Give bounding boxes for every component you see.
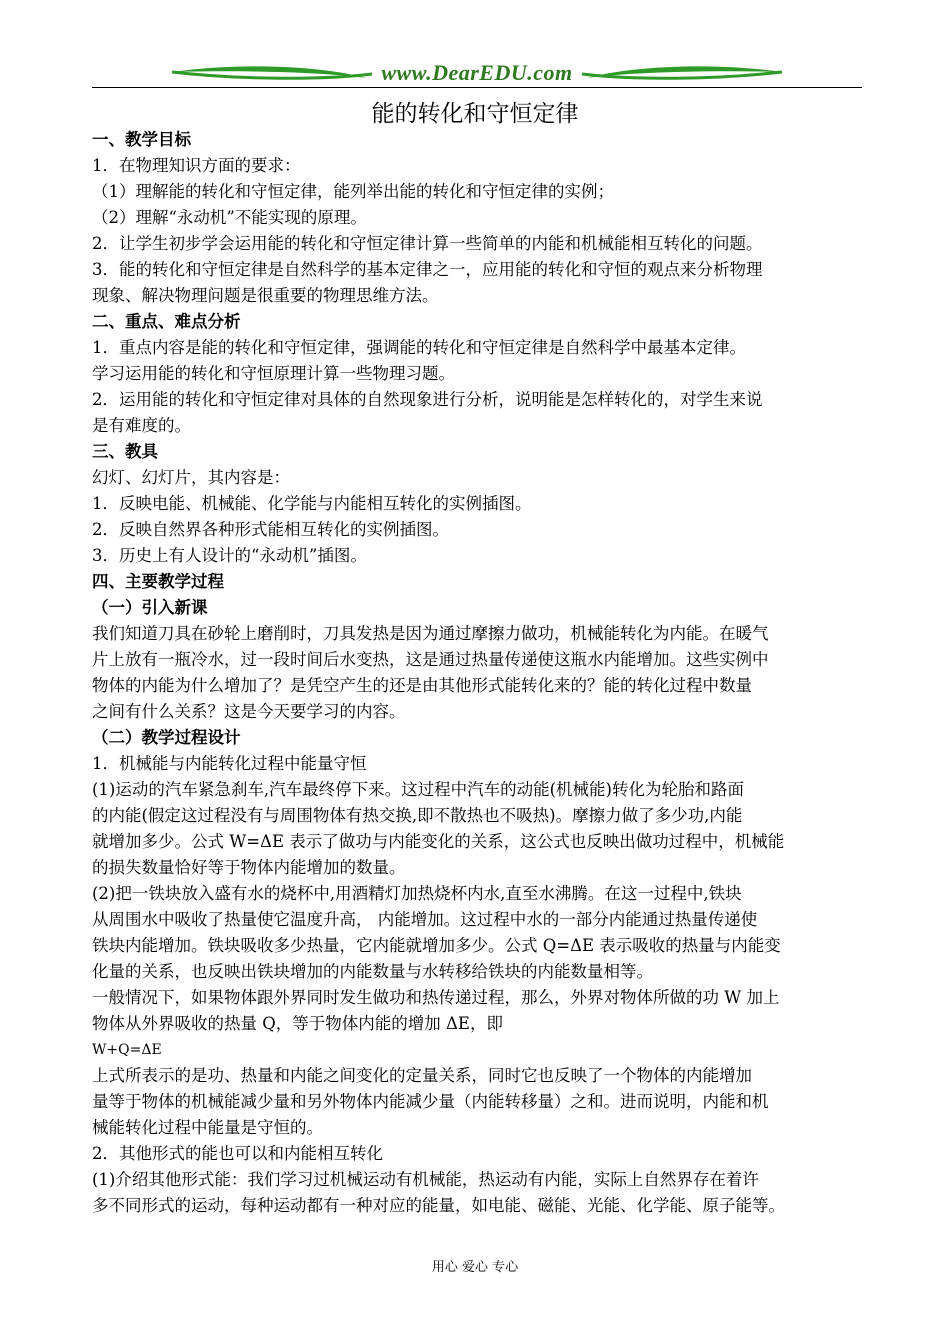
text-line: 械能转化过程中能量是守恒的。 bbox=[92, 1118, 323, 1137]
text-line: 1．反映电能、机械能、化学能与内能相互转化的实例插图。 bbox=[92, 494, 532, 513]
text-line: （2）理解“永动机”不能实现的原理。 bbox=[92, 208, 367, 227]
text-line: 1．机械能与内能转化过程中能量守恒 bbox=[92, 754, 367, 773]
text-line: 物体的内能为什么增加了？是凭空产生的还是由其他形式能转化来的？能的转化过程中数量 bbox=[92, 676, 752, 695]
text-line: 2．反映自然界各种形式能相互转化的实例插图。 bbox=[92, 520, 449, 539]
text-line: 的损失数量恰好等于物体内能增加的数量。 bbox=[92, 858, 406, 877]
text-line: 就增加多少。公式 W=ΔE 表示了做功与内能变化的关系，这公式也反映出做功过程中，机械能 bbox=[92, 832, 785, 851]
text-line: 幻灯、幻灯片，其内容是： bbox=[92, 468, 290, 487]
text-line: 之间有什么关系？这是今天要学习的内容。 bbox=[92, 702, 406, 721]
text-line: （1）理解能的转化和守恒定律，能列举出能的转化和守恒定律的实例； bbox=[92, 182, 614, 201]
section-heading: 一、教学目标 bbox=[92, 130, 191, 149]
text-line: (1)运动的汽车紧急刹车,汽车最终停下来。这过程中汽车的动能(机械能)转化为轮胎和路面 bbox=[92, 780, 744, 799]
text-line: 量等于物体的机械能减少量和另外物体内能减少量（内能转移量）之和。进而说明，内能和机 bbox=[92, 1092, 769, 1111]
text-line: 是有难度的。 bbox=[92, 416, 191, 435]
site-banner bbox=[92, 58, 862, 90]
section-heading: 二、重点、难点分析 bbox=[92, 312, 241, 331]
page-title: 能的转化和守恒定律 bbox=[371, 101, 579, 127]
site-name: www.DearEDU.com bbox=[381, 60, 573, 85]
section-heading: （二）教学过程设计 bbox=[92, 728, 241, 747]
text-line: 3．能的转化和守恒定律是自然科学的基本定律之一，应用能的转化和守恒的观点来分析物理 bbox=[92, 260, 763, 279]
text-line: (2)把一铁块放入盛有水的烧杯中,用酒精灯加热烧杯内水,直至水沸腾。在这一过程中,铁块 bbox=[92, 884, 742, 903]
section-heading: 三、教具 bbox=[92, 442, 158, 461]
page-footer: 用心 爱心 专心 bbox=[431, 1260, 519, 1275]
text-line: (1)介绍其他形式能：我们学习过机械运动有机械能，热运动有内能，实际上自然界存在着许 bbox=[92, 1170, 759, 1189]
text-line: 化量的关系，也反映出铁块增加的内能数量与水转移给铁块的内能数量相等。 bbox=[92, 962, 653, 981]
text-line: 1．在物理知识方面的要求： bbox=[92, 156, 301, 175]
text-line: 3．历史上有人设计的“永动机”插图。 bbox=[92, 546, 367, 565]
text-line: 现象、解决物理问题是很重要的物理思维方法。 bbox=[92, 286, 439, 305]
text-line: 2．其他形式的能也可以和内能相互转化 bbox=[92, 1144, 383, 1163]
text-line: 铁块内能增加。铁块吸收多少热量，它内能就增加多少。公式 Q=ΔE 表示吸收的热量与内能变 bbox=[92, 936, 781, 955]
section-heading: （一）引入新课 bbox=[92, 598, 208, 617]
text-line: 上式所表示的是功、热量和内能之间变化的定量关系，同时它也反映了一个物体的内能增加 bbox=[92, 1066, 752, 1085]
text-line: 的内能(假定这过程没有与周围物体有热交换,即不散热也不吸热)。摩擦力做了多少功,内能 bbox=[92, 806, 743, 825]
text-line: 2．运用能的转化和守恒定律对具体的自然现象进行分析，说明能是怎样转化的，对学生来说 bbox=[92, 390, 763, 409]
text-line: 一般情况下，如果物体跟外界同时发生做功和热传递过程，那么，外界对物体所做的功 W 加上 bbox=[92, 988, 780, 1007]
document-body bbox=[92, 127, 864, 1219]
text-line: 1．重点内容是能的转化和守恒定律，强调能的转化和守恒定律是自然科学中最基本定律。 bbox=[92, 338, 746, 357]
section-heading: 四、主要教学过程 bbox=[92, 572, 224, 591]
text-line: 片上放有一瓶冷水，过一段时间后水变热，这是通过热量传递使这瓶水内能增加。这些实例中 bbox=[92, 650, 769, 669]
text-line: 学习运用能的转化和守恒原理计算一些物理习题。 bbox=[92, 364, 455, 383]
text-line: 从周围水中吸收了热量使它温度升高， 内能增加。这过程中水的一部分内能通过热量传递使 bbox=[92, 910, 758, 929]
text-line: W+Q=ΔE bbox=[92, 1042, 162, 1058]
text-line: 我们知道刀具在砂轮上磨削时，刀具发热是因为通过摩擦力做功，机械能转化为内能。在暖气 bbox=[92, 624, 769, 643]
header-divider bbox=[92, 87, 862, 88]
text-line: 2．让学生初步学会运用能的转化和守恒定律计算一些简单的内能和机械能相互转化的问题。 bbox=[92, 234, 763, 253]
text-line: 多不同形式的运动，每种运动都有一种对应的能量，如电能、磁能、光能、化学能、原子能等。 bbox=[92, 1196, 785, 1215]
text-line: 物体从外界吸收的热量 Q，等于物体内能的增加 ΔE，即 bbox=[92, 1014, 503, 1033]
